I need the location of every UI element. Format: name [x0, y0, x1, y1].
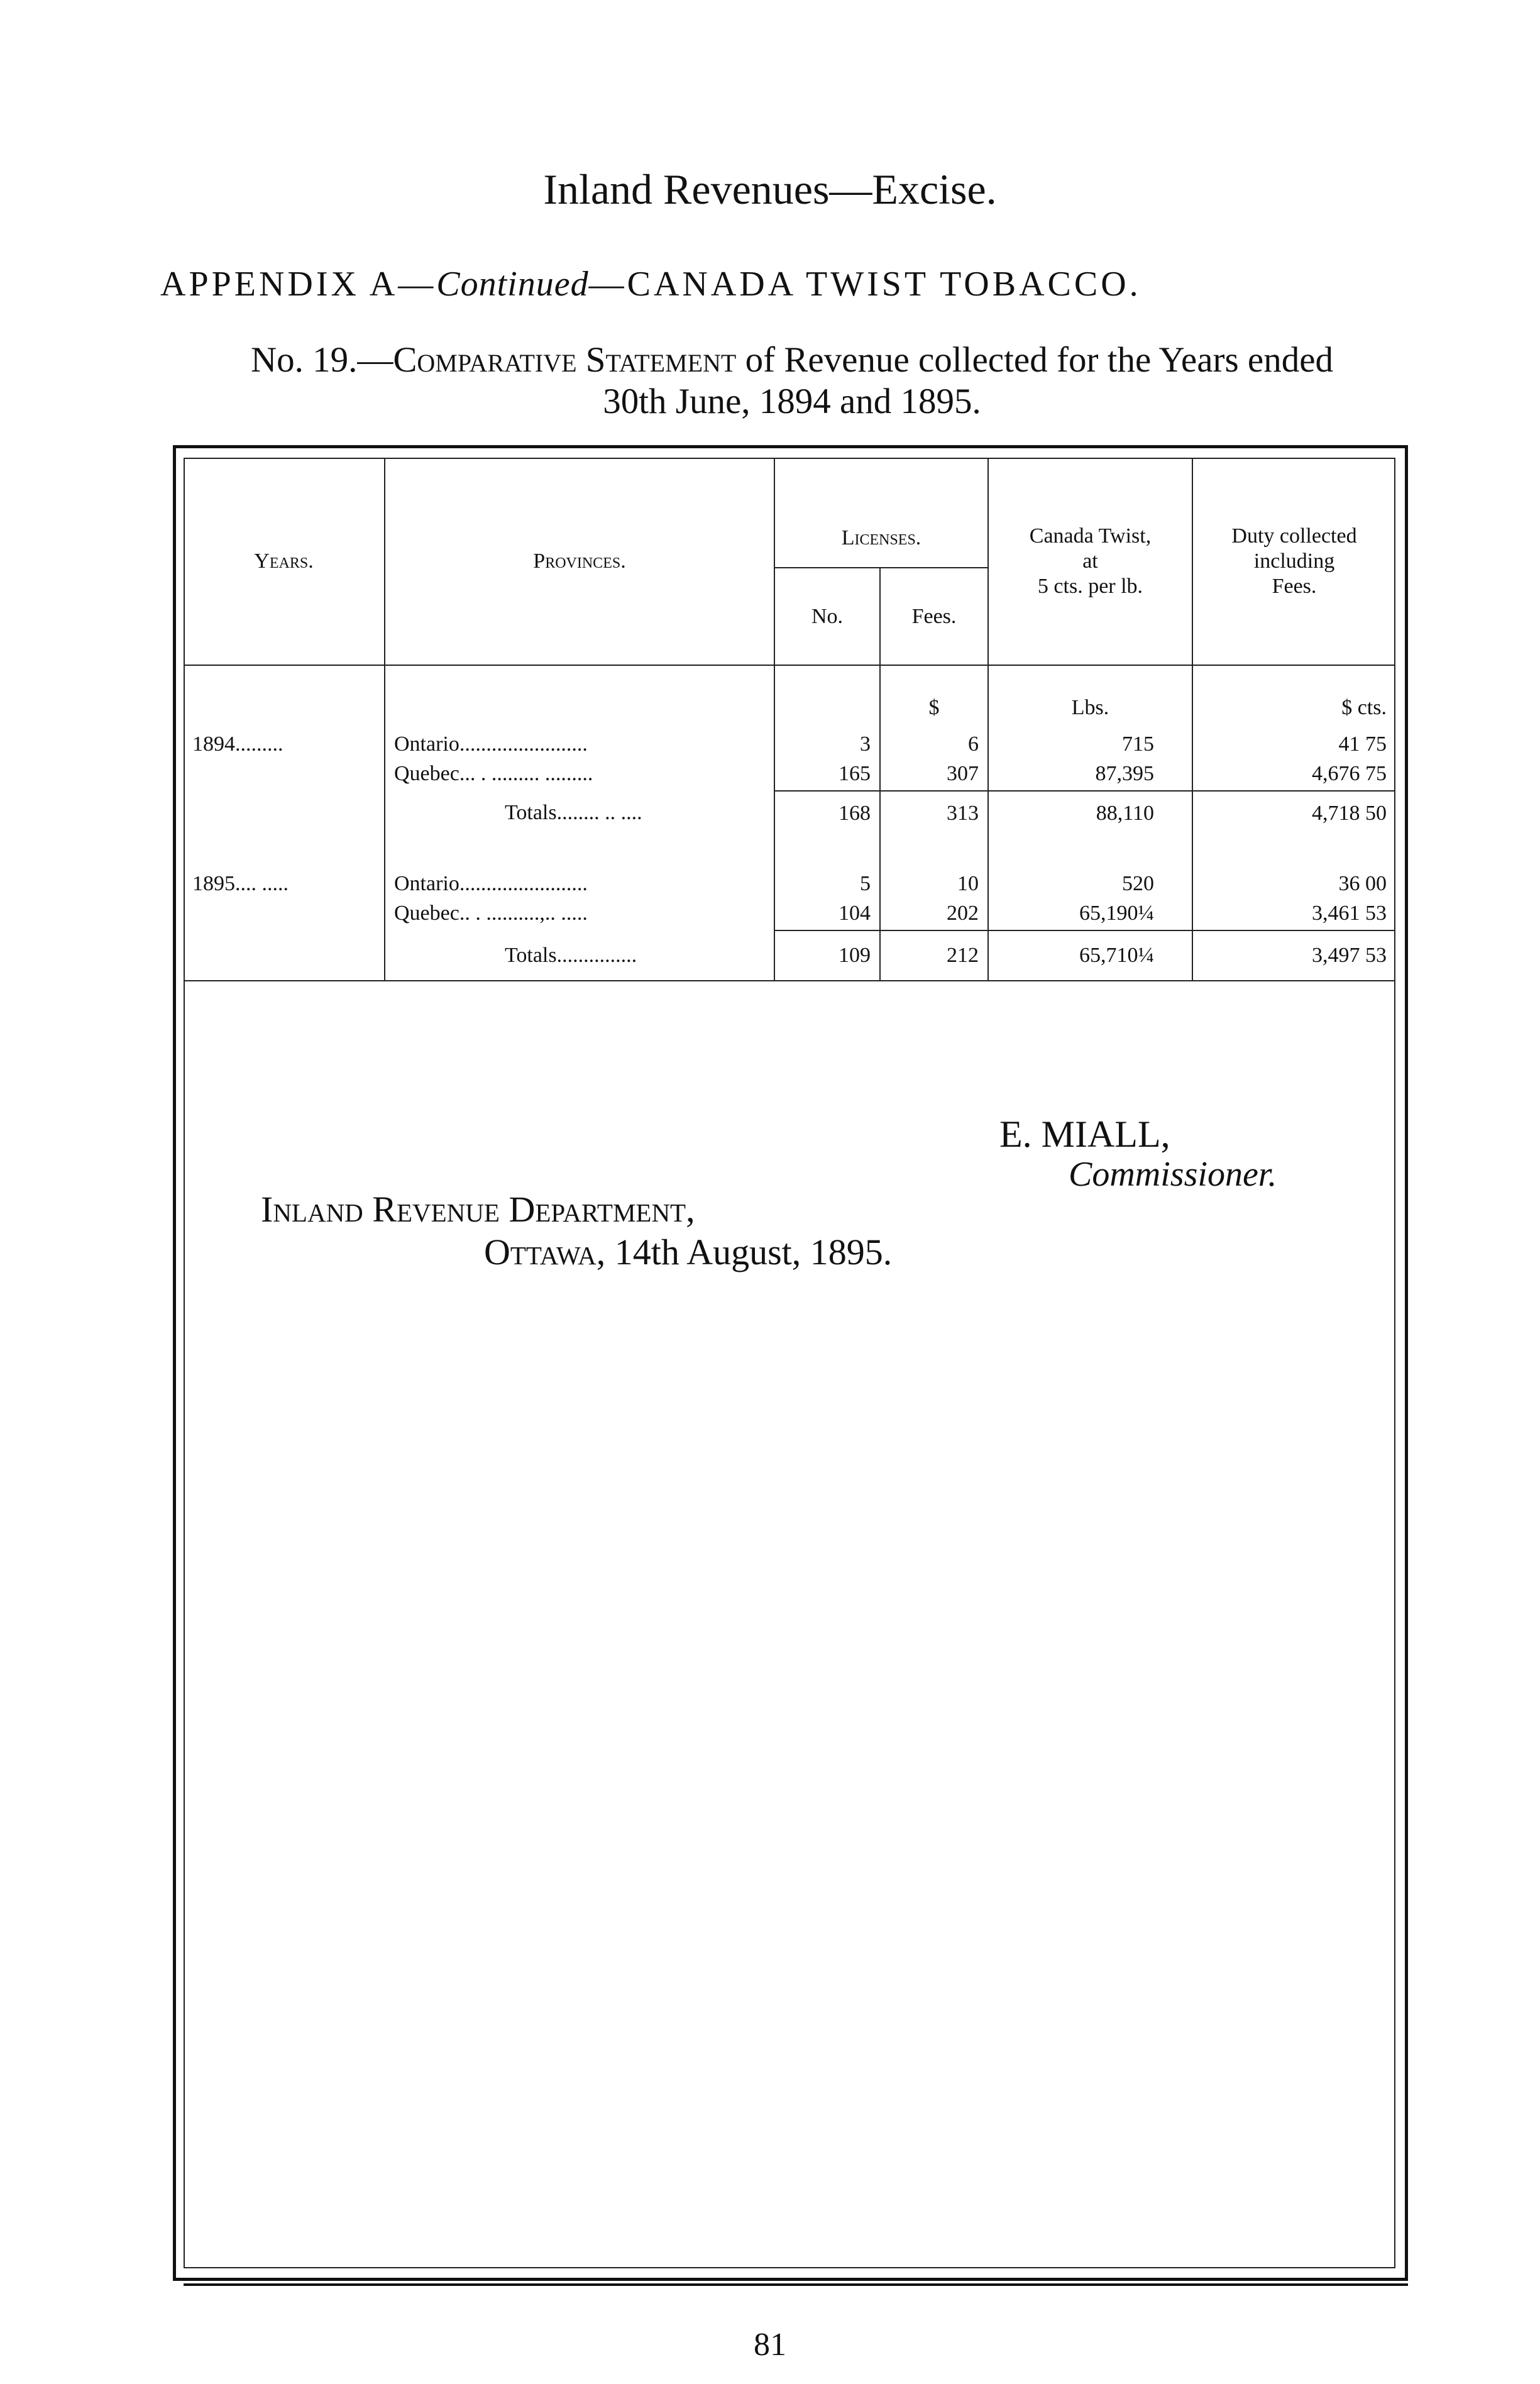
no-cell: 3 — [774, 720, 880, 757]
lbs-cell: 715 — [988, 720, 1192, 757]
year-cell: 1895.... ..... — [184, 835, 385, 897]
totals-duty: 3,497 53 — [1192, 930, 1395, 981]
year-cell: 1894......... — [184, 720, 385, 757]
header-licenses: Licenses. — [774, 458, 988, 568]
table-row — [184, 757, 1395, 791]
lbs-cell: 520 — [988, 835, 1192, 897]
department-place-date — [484, 1231, 892, 1273]
statement-number: No. 19.— — [250, 340, 393, 380]
totals-fees: 313 — [880, 791, 988, 835]
totals-fees: 212 — [880, 930, 988, 981]
year-label: 1894 — [192, 732, 235, 756]
totals-label: Totals — [505, 801, 557, 824]
statement-title — [176, 339, 1408, 422]
fees-cell: 10 — [880, 835, 988, 897]
fees-cell: 6 — [880, 720, 988, 757]
totals-lbs: 88,110 — [988, 791, 1192, 835]
totals-label: Totals — [505, 943, 557, 967]
fees-cell: 307 — [880, 757, 988, 791]
totals-label-cell: Totals............... — [385, 930, 774, 981]
table-row — [184, 835, 1395, 897]
header-fees: Fees. — [880, 568, 988, 665]
duty-cell: 41 75 — [1338, 732, 1387, 756]
statement-rest: of Revenue collected for the Years ended — [736, 340, 1334, 380]
unit-fees: $ — [880, 665, 988, 720]
header-duty — [1192, 458, 1395, 665]
revenue-table — [184, 458, 1395, 1012]
totals-label-cell: Totals........ .. .... — [385, 791, 774, 835]
running-head: Inland Revenues—Excise. — [543, 165, 997, 213]
bottom-rule — [184, 2283, 1408, 2286]
table-row — [184, 897, 1395, 930]
totals-lbs: 65,710¼ — [988, 930, 1192, 981]
signature-title: Commissioner. — [1069, 1155, 1277, 1194]
table-row — [184, 720, 1395, 757]
totals-row — [184, 930, 1395, 981]
signature-name: E. MIALL, — [999, 1113, 1170, 1155]
province-name: Ontario — [394, 872, 459, 895]
header-duty-line1: Duty collected — [1231, 524, 1357, 548]
header-duty-line2: including — [1253, 549, 1335, 573]
statement-title-line1 — [176, 339, 1408, 381]
province-name: Ontario — [394, 732, 459, 756]
duty-cell: 3,461 53 — [1312, 901, 1387, 925]
department-date: , 14th August, 1895. — [596, 1232, 893, 1272]
totals-no: 109 — [774, 930, 880, 981]
totals-duty: 4,718 50 — [1192, 791, 1395, 835]
no-cell: 104 — [774, 897, 880, 930]
totals-no: 168 — [774, 791, 880, 835]
appendix-heading — [160, 264, 1141, 304]
statement-title-line2: 30th June, 1894 and 1895. — [603, 382, 981, 421]
no-cell: 5 — [774, 835, 880, 897]
header-canada-twist-line2: at — [1082, 549, 1098, 573]
appendix-suffix: —CANADA TWIST TOBACCO. — [588, 265, 1141, 304]
province-cell: Quebec... . ......... ......... — [385, 757, 774, 791]
province-cell: Ontario........................ — [385, 720, 774, 757]
fees-cell: 202 — [880, 897, 988, 930]
page-number: 81 — [754, 2327, 786, 2363]
appendix-prefix: APPENDIX A— — [160, 265, 437, 304]
department-name: Inland Revenue Department, — [261, 1189, 695, 1230]
lbs-cell: 65,190¼ — [988, 897, 1192, 930]
no-cell: 165 — [774, 757, 880, 791]
header-row-1 — [184, 458, 1395, 568]
year-label: 1895 — [192, 872, 235, 895]
province-cell: Quebec.. . ..........,.. ..... — [385, 897, 774, 930]
header-provinces: Provinces. — [385, 458, 774, 665]
statement-kind: Comparative Statement — [393, 340, 737, 380]
department-city: Ottawa — [484, 1232, 597, 1272]
header-canada-twist-line3: 5 cts. per lb. — [1037, 574, 1143, 598]
lbs-cell: 87,395 — [988, 757, 1192, 791]
totals-row — [184, 791, 1395, 835]
unit-duty: $ cts. — [1341, 696, 1387, 719]
province-name: Quebec — [394, 762, 459, 785]
header-canada-twist-line1: Canada Twist, — [1029, 524, 1152, 548]
header-duty-line3: Fees. — [1272, 574, 1317, 598]
header-no: No. — [774, 568, 880, 665]
province-cell: Ontario........................ — [385, 835, 774, 897]
duty-cell: 4,676 75 — [1312, 761, 1387, 785]
header-years: Years. — [184, 458, 385, 665]
header-canada-twist — [988, 458, 1192, 665]
duty-cell: 36 00 — [1338, 872, 1387, 895]
province-name: Quebec — [394, 902, 459, 925]
units-row — [184, 665, 1395, 720]
unit-lbs: Lbs. — [988, 665, 1192, 720]
appendix-continued: Continued — [436, 265, 589, 304]
